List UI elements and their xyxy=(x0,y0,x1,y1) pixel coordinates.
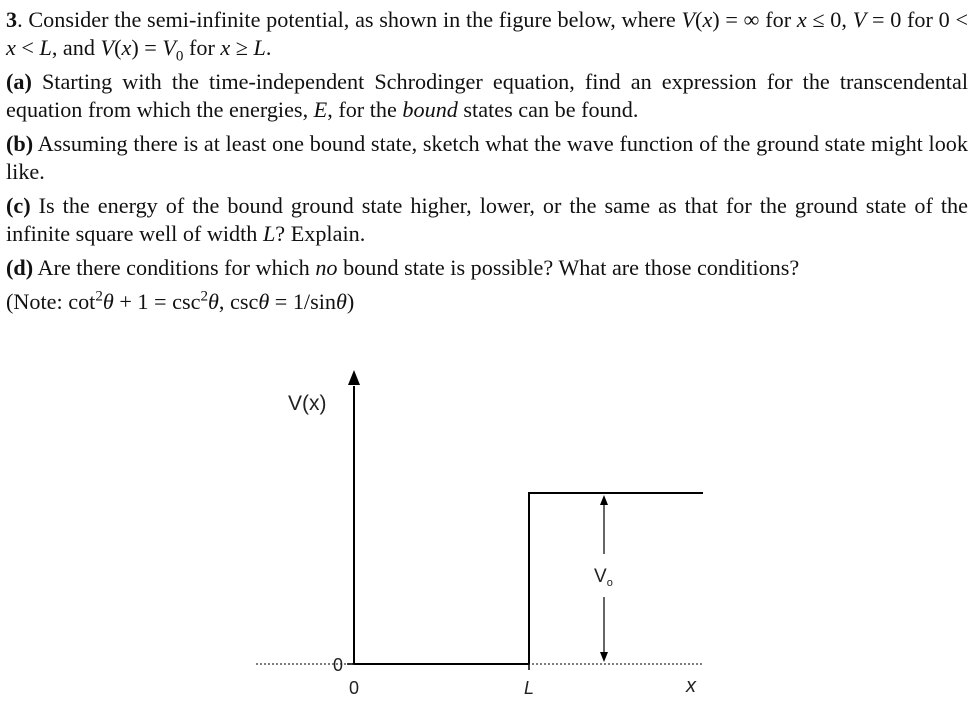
part-d: (d) Are there conditions for which no bound state is possible? What are those conditions? xyxy=(6,255,800,280)
y-axis-label: V(x) xyxy=(288,392,327,415)
part-d-label: (d) xyxy=(6,255,34,280)
well-edge-label: L xyxy=(524,678,535,698)
step-height-label: $V_o$ xyxy=(594,566,613,589)
potential-diagram xyxy=(240,356,720,702)
problem-intro: 3. Consider the semi-infinite potential, as shown in the figure below, where V(x) = ∞ for x ≤ 0, V = 0 for 0 < x < L, and $V(x) = V_0$ for x ≥ L. xyxy=(6,7,968,65)
problem-number: 3 xyxy=(6,7,18,32)
part-a: (a) Starting with the time-independent Schrodinger equation, find an expression for the transcendental equation from which the energies, E, for the bound states can be found. xyxy=(6,69,968,122)
part-c-label: (c) xyxy=(6,193,31,218)
trig-note: (Note: $\cot^2\theta + 1 = \csc^2\theta$, cscθ = 1/sinθ) xyxy=(6,288,355,314)
part-a-label: (a) xyxy=(6,69,32,94)
origin-x-label: 0 xyxy=(349,678,360,698)
axis-arrow-icon xyxy=(348,370,360,385)
arrow-down-icon xyxy=(600,652,608,662)
origin-y-label: 0 xyxy=(333,655,344,675)
part-b: (b) Assuming there is at least one bound state, sketch what the wave function of the ground state might look like. xyxy=(6,131,968,184)
arrow-up-icon xyxy=(600,495,608,505)
part-b-label: (b) xyxy=(6,131,34,156)
x-axis-label: x xyxy=(686,675,696,697)
potential-diagram-svg xyxy=(240,356,720,702)
problem-text xyxy=(6,6,968,316)
part-c: (c) Is the energy of the bound ground state higher, lower, or the same as that for the ground state of the infinite square well of width L? Explain. xyxy=(6,193,968,246)
